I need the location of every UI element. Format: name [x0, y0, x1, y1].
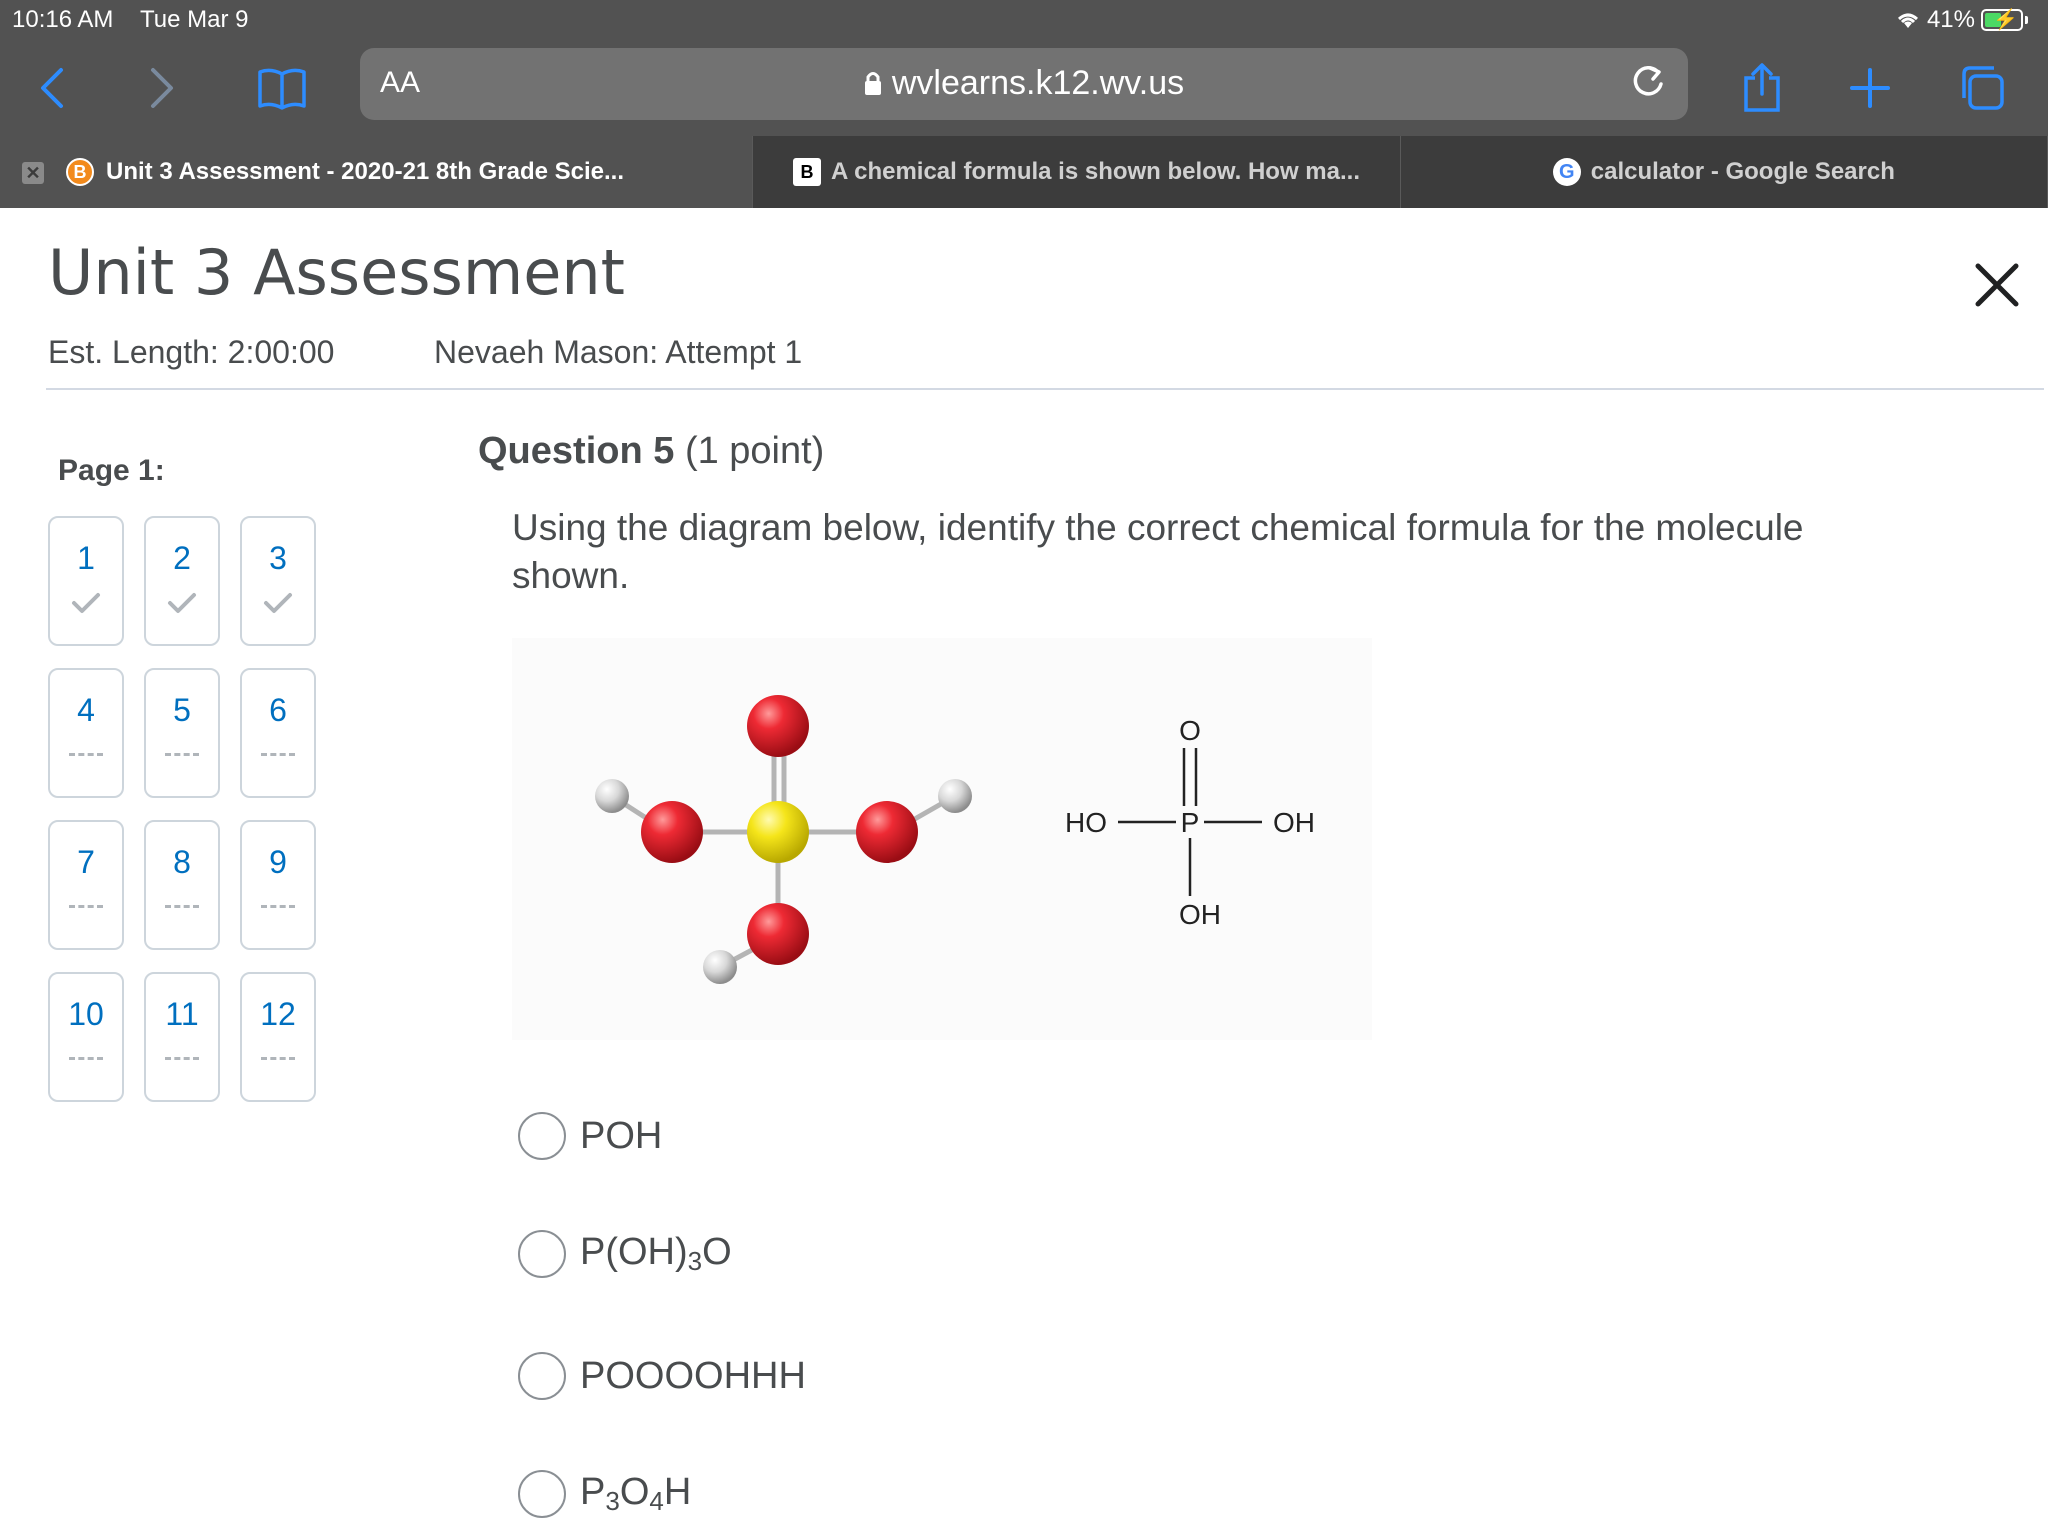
- question-number: 10: [68, 996, 104, 1032]
- structure-label-oh-bottom: OH: [1179, 899, 1221, 930]
- browser-toolbar: [0, 44, 2048, 136]
- option-text: POH: [580, 1114, 663, 1157]
- tab-bar: [0, 136, 2048, 208]
- oxygen-atom: [747, 903, 809, 965]
- unanswered-icon: [165, 1057, 199, 1060]
- answer-option[interactable]: [518, 1470, 691, 1518]
- unanswered-icon: [165, 753, 199, 756]
- radio-button[interactable]: [518, 1112, 566, 1160]
- wifi-icon: [1895, 10, 1921, 30]
- tabs-icon[interactable]: [1952, 58, 2012, 118]
- question-number: 12: [260, 996, 296, 1032]
- status-date: Tue Mar 9: [140, 6, 249, 33]
- url-text: wvlearns.k12.wv.us: [891, 64, 1185, 102]
- battery-percent: 41%: [1926, 6, 1975, 33]
- google-icon: G: [1553, 158, 1581, 186]
- bookmarks-icon[interactable]: [252, 58, 312, 118]
- unanswered-icon: [69, 753, 103, 756]
- page-label: Page 1:: [58, 454, 165, 487]
- status-bar: [0, 0, 2048, 44]
- reader-aa-button[interactable]: AA: [380, 66, 421, 99]
- subscript: 4: [649, 1486, 664, 1516]
- brainly-icon: B: [793, 158, 821, 186]
- structure-label-ho: HO: [1065, 807, 1107, 838]
- structure-label-o: O: [1179, 715, 1201, 746]
- option-text: P(OH): [580, 1231, 688, 1273]
- option-text: O: [702, 1231, 732, 1273]
- question-nav-button[interactable]: [240, 972, 316, 1102]
- phosphorus-atom: [747, 801, 809, 863]
- address-bar[interactable]: [360, 48, 1688, 120]
- tab-label: calculator - Google Search: [1590, 158, 1895, 185]
- hydrogen-atom: [595, 779, 629, 813]
- checkmark-icon: [242, 591, 314, 622]
- new-tab-icon[interactable]: [1840, 58, 1900, 118]
- unanswered-icon: [69, 905, 103, 908]
- question-points: (1 point): [684, 430, 825, 472]
- question-number: 9: [269, 844, 287, 880]
- url-display[interactable]: [360, 64, 1688, 105]
- question-nav-button[interactable]: [48, 668, 124, 798]
- checkmark-icon: [50, 591, 122, 622]
- option-label: [580, 1471, 691, 1517]
- oxygen-atom: [641, 801, 703, 863]
- answer-option[interactable]: [518, 1230, 732, 1278]
- header-divider: [46, 388, 2044, 390]
- question-text: Using the diagram below, identify the correct chemical formula for the molecule shown.: [512, 507, 1804, 596]
- question-nav-button[interactable]: [240, 516, 316, 646]
- molecule-diagram: [512, 638, 1372, 1040]
- structure-label-p: P: [1180, 807, 1200, 838]
- close-icon[interactable]: [1970, 258, 2024, 312]
- question-nav-button[interactable]: [144, 516, 220, 646]
- question-number: 3: [269, 540, 287, 576]
- question-number: 1: [77, 540, 95, 576]
- question-number: 8: [173, 844, 191, 880]
- unanswered-icon: [165, 905, 199, 908]
- question-nav-button[interactable]: [48, 972, 124, 1102]
- question-nav-button[interactable]: [240, 668, 316, 798]
- tab-label: Unit 3 Assessment - 2020-21 8th Grade Scie...: [106, 158, 625, 185]
- radio-button[interactable]: [518, 1352, 566, 1400]
- tab-brainly[interactable]: [753, 136, 1400, 208]
- question-number: 11: [165, 996, 199, 1032]
- answer-option[interactable]: [518, 1112, 662, 1160]
- oxygen-atom: [747, 695, 809, 757]
- subscript: 3: [687, 1246, 703, 1276]
- option-label: [580, 1115, 662, 1158]
- question-nav-button[interactable]: [48, 516, 124, 646]
- close-tab-icon[interactable]: ✕: [22, 162, 44, 184]
- share-icon[interactable]: [1732, 58, 1792, 118]
- est-length: Est. Length: 2:00:00: [48, 334, 335, 370]
- option-text: P: [580, 1471, 606, 1513]
- oxygen-atom: [856, 801, 918, 863]
- option-text: O: [619, 1471, 650, 1513]
- question-nav-button[interactable]: [240, 820, 316, 950]
- question-navigator: [48, 516, 316, 1102]
- back-icon[interactable]: [22, 58, 82, 118]
- option-label: [580, 1355, 806, 1398]
- lock-icon: [864, 66, 882, 105]
- status-time: 10:16 AM: [12, 6, 114, 33]
- question-number: 6: [269, 692, 287, 728]
- molecule-illustration: [512, 638, 1372, 1040]
- status-right: [1895, 6, 2028, 34]
- answer-option[interactable]: [518, 1352, 806, 1400]
- tab-unit-3-assessment[interactable]: [0, 136, 753, 208]
- unanswered-icon: [261, 753, 295, 756]
- option-label: [580, 1231, 732, 1277]
- unanswered-icon: [261, 905, 295, 908]
- radio-button[interactable]: [518, 1470, 566, 1518]
- hydrogen-atom: [938, 779, 972, 813]
- structure-label-oh-right: OH: [1273, 807, 1315, 838]
- hydrogen-atom: [703, 950, 737, 984]
- page-title: Unit 3 Assessment: [48, 236, 625, 309]
- question-label: Question 5: [478, 430, 675, 472]
- unanswered-icon: [69, 1057, 103, 1060]
- subscript: 3: [605, 1486, 620, 1516]
- brightspace-icon: B: [66, 158, 94, 186]
- radio-button[interactable]: [518, 1230, 566, 1278]
- tab-google-search[interactable]: [1401, 136, 2048, 208]
- question-number: 5: [173, 692, 191, 728]
- attempt-info: Nevaeh Mason: Attempt 1: [434, 334, 803, 370]
- question-nav-button[interactable]: [144, 668, 220, 798]
- question-nav-button[interactable]: [144, 972, 220, 1102]
- battery-icon: ⚡: [1981, 9, 2023, 31]
- checkmark-icon: [146, 591, 218, 622]
- question-nav-button[interactable]: [48, 820, 124, 950]
- question-nav-button[interactable]: [144, 820, 220, 950]
- question-title: [478, 430, 824, 473]
- tab-label: A chemical formula is shown below. How ma...: [830, 158, 1360, 185]
- reload-icon[interactable]: [1628, 62, 1668, 107]
- option-text: H: [663, 1471, 692, 1513]
- option-text: POOOOHHH: [580, 1354, 806, 1397]
- question-number: 7: [77, 844, 95, 880]
- forward-icon[interactable]: [132, 58, 192, 118]
- question-number: 4: [77, 692, 95, 728]
- question-number: 2: [173, 540, 191, 576]
- unanswered-icon: [261, 1057, 295, 1060]
